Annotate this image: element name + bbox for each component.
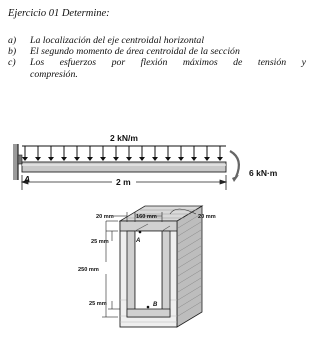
dim-flange-left: 20 mm <box>96 214 114 220</box>
dim-flange-width: 160 mm <box>136 214 157 220</box>
question-text-line1: Los esfuerzos por flexión máximos de tensión y <box>30 57 306 69</box>
box-section-drawing <box>120 206 202 327</box>
dim-top-thickness: 25 mm <box>91 239 109 245</box>
point-a-label: A <box>136 238 141 244</box>
question-label: c) <box>8 57 16 69</box>
question-text: El segundo momento de área centroidal de la sección <box>30 46 240 58</box>
exercise-title: Ejercicio 01 Determine: <box>8 8 110 19</box>
load-label: 2 kN/m <box>110 133 138 143</box>
moment-arrow <box>230 151 239 182</box>
fixed-support-wall <box>13 144 22 180</box>
question-label: a) <box>8 35 17 46</box>
beam <box>22 162 226 172</box>
question-text-line2: compresión. <box>30 68 78 80</box>
distributed-load-arrows <box>22 146 223 161</box>
dim-flange-right: 20 mm <box>198 214 216 220</box>
dim-bottom-thickness: 25 mm <box>89 301 107 307</box>
question-text: La localización del eje centroidal horizontal <box>30 35 205 46</box>
length-label: 2 m <box>116 177 131 187</box>
support-label: A <box>24 174 31 184</box>
point-b-label: B <box>153 302 158 308</box>
moment-label: 6 kN·m <box>249 168 278 178</box>
question-label: b) <box>8 46 17 58</box>
dim-height: 250 mm <box>78 267 99 273</box>
